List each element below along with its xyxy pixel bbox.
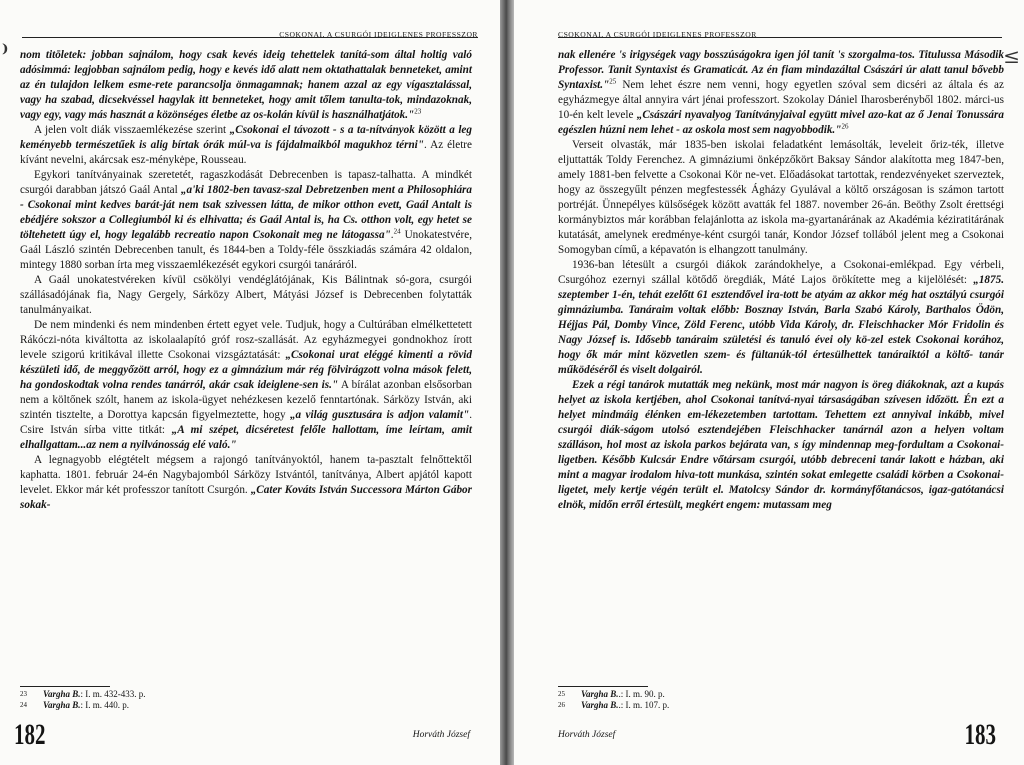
footnote-number: 24 <box>20 701 27 709</box>
footnotes <box>558 689 669 711</box>
body-text <box>20 48 472 513</box>
page-number: 183 <box>964 718 996 751</box>
header-rule <box>558 37 1002 38</box>
paragraph: nak ellenére 's irigységek vagy bosszúságokra igen jól tanít 's szorgalma-tos. Titulussa Második Professor. Tanit Syntaxist és Gramaticát. Az én fiam mindazáltal Császári úr alatt tanul bővebb Syntaxist."$^{25}$ Nem lehet észre nem venni, hogy egyetlen szóval sem dicséri az általa és az egyházmegye által annyira várt jénai professzort. Szokolay Dániel Iharosberényből 1802. márci-us 10-én kelt levele „Császári nyavalyog Tanítványjaival együtt mivel azo-kat az ő Jenai Tonussára egészlen húzni nem lehet - az oskola most sem nagyobbodik."$^{26}$ <box>558 49 1004 136</box>
author-name: Horváth József <box>558 730 616 740</box>
paragraph: A legnagyobb elégtételt mégsem a rajongó tanítványoktól, hanem ta-pasztalt felnőttektől kaphatta. 1801. február 24-én Nagybajomból Sárközy Istvántól, tanítványa, Albert apjától kapott levelet. Ekkor már két professzor tanított Csurgón. „Cater Kováts István Successora Márton Gábor sokak- <box>20 454 472 511</box>
page-corner-mark: ≤ <box>1003 44 1020 68</box>
paragraph: 1936-ban létesült a csurgói diákok zarándokhelye, a Csokonai-emlékpad. Egy vérbeli, Csurgóhoz ezernyi szállal kötődő öregdiák, Máté Lajos örökítette meg a kijelölését: „1875. szeptember 1-én, tehát ezelőtt 61 esztendővel ira-tott be atyám az akkor még hat osztályú csurgói gimnáziumba. Tanáraim voltak előbb: Bosznay István, Barla Szabó Károly, Barthalos Ödön, Héjjas Pál, Domby Vince, Zöld Ferenc, utóbb Vida Károly, dr. Fleischhacker Mór Fridolin és Nagy József is. Idősebb tanáraim születési és tanuló évei oly kö-zel estek Csokonai korához, hogy ők már mint közvetlen szem- és fültanúk-tól értesülhettek tanáraiktól a költő- tanár működéséről és viselt dolgairól. <box>558 259 1004 376</box>
paragraph: nom titōletek: jobban sajnálom, hogy csak kevés ideig tehettelek tanítá-som által holtig való adósimmá: legjobban sajnálom pedig, hogy e kevés idő alatt nem oktathattalak benneteket, amint az én tulajdon lelkem esme-rete parancsolja önmagamnak; hanem azzal az egy vígasztalással, vagy ha szabad, dicsekvéssel hagylak itt benneteket, hogy amit tőlem tanulta-tok, mindazoknak, vagy egy, vagy más hasznát a közönséges életbe az os-kolán kívül is használhatjátok."$^{23}$ <box>20 49 472 121</box>
page-corner-mark: ⁾ <box>2 40 9 66</box>
paragraph: Egykori tanítványainak szeretetét, ragaszkodását Debrecenben is tapasz-talhatta. A mindkét csurgói darabban játszó Gaál Antal „a'ki 1802-ben tavasz-szal Debretzenben ment a Philosophiára - Csokonai mint kedves barát-ját nem tsak szivessen látta, de mikor otthon evett, Gaál Antalt is ebédjére sokszor a Collegiumból ki és elhivatta; és Gaál Antal is, ha Cs. otthon volt, egy hetet se töltehetett úgy el, hogy legalább recreatio napon Csokonait meg ne látogassa".$^{24}$ Unokatestvére, Gaál László szintén Debrecenben tanult, és 1844-ben a Toldy-féle összkiadás számára 42 oldalon, mintegy 1880 sorban írta meg visszaemlékezését egykori csurgói tanáráról. <box>20 169 472 271</box>
page-number: 182 <box>14 718 46 751</box>
footnote-rule <box>20 686 110 687</box>
footnote-number: 25 <box>558 690 565 698</box>
book-gutter <box>500 0 514 765</box>
paragraph: A jelen volt diák visszaemlékezése szerint „Csokonai el távozott - s a ta-nítványok között a leg keményebb természetűek is alig bírtak órák múl-va is fájdalmaikból magukhoz térni". Az életre kívánt nevelni, akárcsak esz-ménykėpe, Rousseau. <box>20 124 472 166</box>
paragraph: De nem mindenki és nem mindenben értett egyet vele. Tudjuk, hogy a Cultúrában elmélkettetett Rákóczi-nóta kiváltotta az iskolaalapító gróf rosz-szallását. Az egyházmegyei gondnokhoz írott levele szigorú kritikával illette Csokonai vizsgáztatását: „Csokonai urat eléggé kimenti a rövid készületi idő, de meggyőzött arról, hogy ez a gimnázium már rég fölvirágzott volna mások felett, ha gondoskodtak volna rendes tanárról, akár csak ideiglene-sen is." A bírálat azonban elsősorban nem a költőnek szólt, hanem az iskola-ügyet nehézkesen kezelő fenntartónak. Sárközy István, aki szintén tisztelte, a Dorottya kapcsán figyelmeztette, hogy „a világ gusztusára is adjon valamit". Csire István sírba vitte titkát: „A mi szépet, dicséretest felőle hallottam, íme leírtam, amit elhallgattam...az nem a nyilvánosság elé való." <box>20 319 473 451</box>
footnote-number: 26 <box>558 701 565 709</box>
running-head: CSOKONAI, A CSURGÓI IDEIGLENES PROFESSZOR <box>558 30 757 39</box>
footnote-source: Vargha B..: I. m. 90. p. <box>581 689 665 699</box>
left-page <box>0 0 500 765</box>
footnote-number: 23 <box>20 690 27 698</box>
body-text <box>558 48 1004 513</box>
footnote <box>558 700 669 711</box>
paragraph: Ezek a régi tanárok mutatták meg nekünk, most már nagyon is öreg diákoknak, azt a kupás helyet az iskola kertjében, ahol Csokonai tanítvá-nyai társaságában szívesen időzött. Én ezt a helyet mindmáig élénken em-lékezetemben tartottam. Tehettem ezt annyival inkább, mivel csurgói diák-ságom utolsó esztendejében Fleischhacker tanárnál azon a helyen voltam szálláson, hol most az iskola parkos bejárata van, s így mindennap meg-fordultam a Csokonai-ligetben. Később Kulcsár Endre vőtársam csurgói, utóbb debreceni tanár lakott e házban, aki mint a magyar irodalom hiva-tott munkása, szintén sokat emlegette családi körben a Csokonai-ligetet, mely kertje végén terült el. Matolcsy Sándor dr. kormányfőtanácsos, igaz-gatótanácsi elnök, midőn erről értesült, megkért engem: mutassam meg <box>558 379 1004 511</box>
right-page <box>514 0 1024 765</box>
running-head: CSOKONAI, A CSURGÓI IDEIGLENES PROFESSZOR <box>279 30 478 39</box>
footnote-rule <box>558 686 648 687</box>
paragraph: Verseit olvasták, már 1835-ben iskolai feladatként lemásolták, leveleit őriz-ték, illetve eljuttatták Toldy Ferenchez. A gimnáziumi önképzőkört Baksay Sándor alakította meg 1847-ben, amely 1881-ben felvette a Csokonai Kör ne-vet. Előadásokat tartottak, rendezvényeket szerveztek, hogy az összegyűlt pénzen megfestessék Ágházy Gyulával a költő országosan is számon tartott portréját. Ünnepélyes külsőségek között avatták fel 1887. november 26-án. Beöthy Zsolt érettségi kormánybiztos már korábban felajánlotta az iskola ma-gyartanárának az Akadémia kéziratitárának kutatását, amelynek eredménye-ként csurgói tanár, Kondor József tollából jelent meg a Csokonai Somogyban című, a képavatón is elhangzott tanulmány. <box>558 139 1004 256</box>
header-rule <box>22 37 478 38</box>
footnotes <box>20 689 146 711</box>
footnote <box>558 689 669 700</box>
paragraph: A Gaál unokatestvéreken kívül csökölyi vendéglátójának, Kis Bálintnak só-gora, csurgói szállásadójának fia, Nagy Gergely, Sárközy Albert, Mátyási József is Debrecenben folytatták tanulmányaikat. <box>20 274 472 316</box>
footnote-source: Vargha B..: I. m. 107. p. <box>581 700 670 710</box>
footnote-source: Vargha B.: I. m. 440. p. <box>43 700 130 710</box>
footnote <box>20 689 146 700</box>
footnote-source: Vargha B.: I. m. 432-433. p. <box>43 689 146 699</box>
footnote <box>20 700 146 711</box>
author-name: Horváth József <box>412 730 470 740</box>
